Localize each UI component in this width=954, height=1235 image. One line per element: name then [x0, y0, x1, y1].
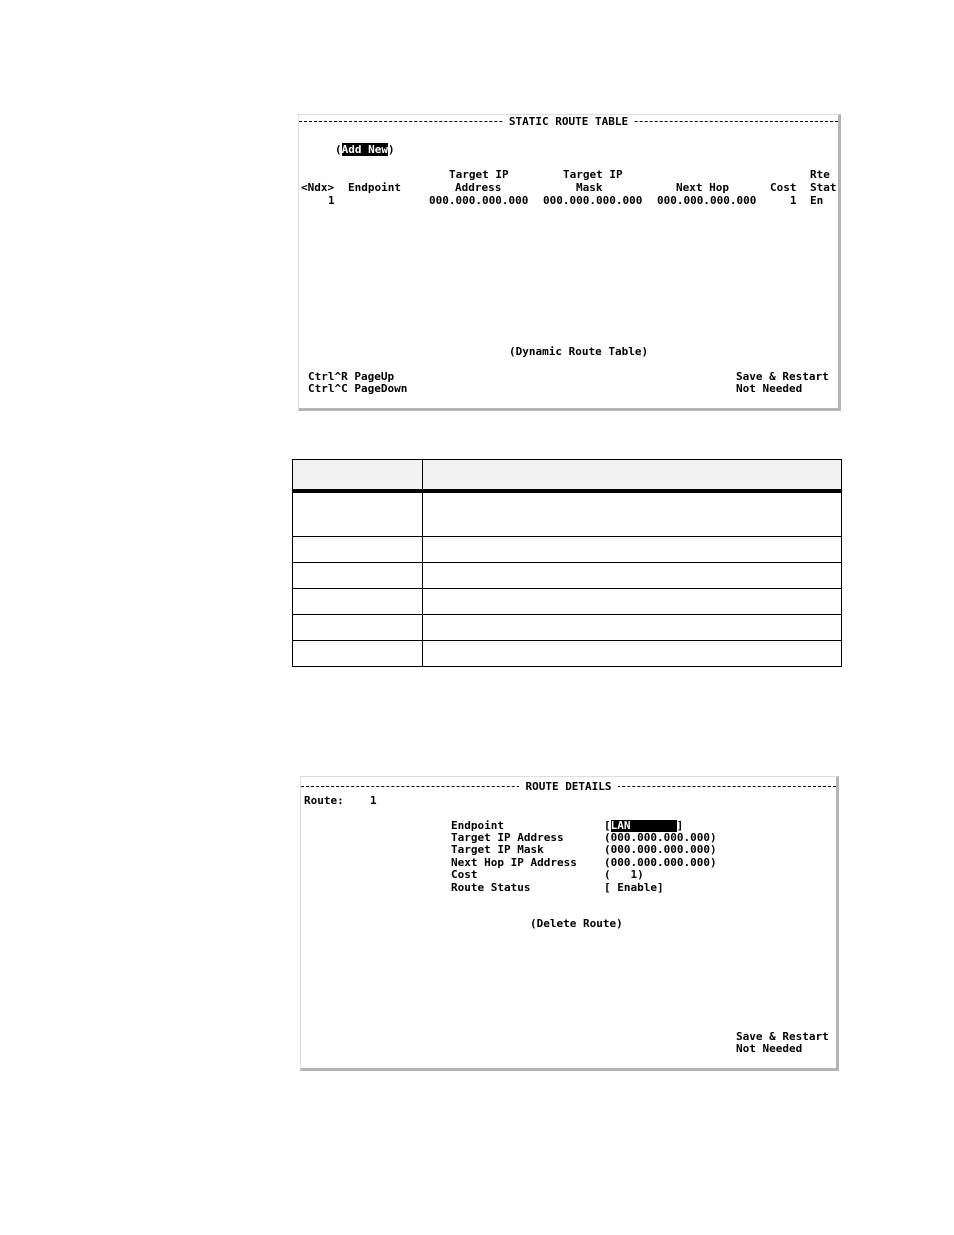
header-cell	[423, 460, 842, 492]
screen-title: STATIC ROUTE TABLE	[503, 115, 634, 128]
table-cell	[293, 641, 423, 667]
header-cell	[293, 460, 423, 492]
route-label: Route:	[304, 794, 344, 807]
next-hop-ip-address-label: Next Hop IP Address	[451, 856, 577, 869]
row-next-hop: 000.000.000.000	[657, 194, 757, 207]
target-ip-mask-value: 000.000.000.000	[610, 843, 710, 856]
screen-title-wrap	[299, 116, 838, 128]
next-hop-ip-address-field[interactable]: (000.000.000.000)	[604, 856, 717, 869]
table-cell	[423, 537, 842, 563]
route-status-select[interactable]: [ Enable]	[604, 881, 664, 894]
route-details-screen	[300, 776, 839, 1071]
route-status-label: Route Status	[451, 881, 531, 894]
target-ip-address-value: 000.000.000.000	[610, 831, 710, 844]
endpoint-value: LAN	[611, 820, 677, 832]
row-ndx: 1	[328, 194, 335, 207]
header-rte-stat-line2: Stat	[810, 181, 837, 194]
table-cell	[293, 615, 423, 641]
cost-field[interactable]: ( 1)	[604, 868, 644, 881]
header-cost: Cost	[770, 181, 797, 194]
table-row	[293, 563, 842, 589]
save-restart-label: Save & Restart	[736, 1030, 829, 1043]
endpoint-select[interactable]: [LAN ]	[604, 819, 684, 832]
table-cell	[293, 563, 423, 589]
cost-value: 1	[610, 868, 638, 881]
table-cell	[423, 615, 842, 641]
next-hop-ip-address-value: 000.000.000.000	[610, 856, 710, 869]
table-cell	[293, 589, 423, 615]
table-cell	[423, 491, 842, 537]
header-target-ip-address-line2: Address	[455, 181, 502, 194]
row-cost: 1	[790, 194, 797, 207]
header-target-ip-mask-line1: Target IP	[563, 168, 623, 181]
table-cell	[293, 537, 423, 563]
save-status: Not Needed	[736, 1042, 803, 1055]
table-cell	[423, 563, 842, 589]
row-target-ip-mask: 000.000.000.000	[543, 194, 643, 207]
header-next-hop: Next Hop	[676, 181, 729, 194]
static-route-table-screen	[298, 114, 841, 411]
table-cell	[423, 641, 842, 667]
target-ip-mask-label: Target IP Mask	[451, 843, 544, 856]
row-target-ip-address: 000.000.000.000	[429, 194, 529, 207]
table-cell	[423, 589, 842, 615]
route-status-value: Enable	[610, 881, 657, 894]
add-new-label: Add New	[341, 143, 388, 156]
description-table	[292, 459, 842, 667]
table-row	[293, 589, 842, 615]
dynamic-route-table-link[interactable]: (Dynamic Route Table)	[509, 345, 649, 358]
screen-title-wrap	[301, 781, 836, 793]
table-row	[293, 491, 842, 537]
target-ip-address-label: Target IP Address	[451, 831, 564, 844]
save-status: Not Needed	[736, 382, 803, 395]
target-ip-address-field[interactable]: (000.000.000.000)	[604, 831, 717, 844]
endpoint-label: Endpoint	[451, 819, 504, 832]
target-ip-mask-field[interactable]: (000.000.000.000)	[604, 843, 717, 856]
table-cell	[293, 491, 423, 537]
route-number: 1	[370, 794, 377, 807]
save-restart-label: Save & Restart	[736, 370, 829, 383]
table-row	[293, 641, 842, 667]
header-endpoint: Endpoint	[348, 181, 401, 194]
header-target-ip-address-line1: Target IP	[449, 168, 509, 181]
table-row	[293, 615, 842, 641]
header-target-ip-mask-line2: Mask	[576, 181, 603, 194]
cost-label: Cost	[451, 868, 478, 881]
page-down-hint: Ctrl^C PageDown	[308, 382, 408, 395]
table-row	[293, 537, 842, 563]
table-header-row	[293, 460, 842, 492]
screen-title: ROUTE DETAILS	[519, 780, 617, 793]
page-up-hint: Ctrl^R PageUp	[308, 370, 395, 383]
row-rte-stat: En	[810, 194, 824, 207]
delete-route-button[interactable]: (Delete Route)	[530, 917, 623, 930]
header-rte-stat-line1: Rte	[810, 168, 830, 181]
add-new-button[interactable]: (Add New)	[335, 143, 395, 156]
header-ndx: <Ndx>	[301, 181, 335, 194]
